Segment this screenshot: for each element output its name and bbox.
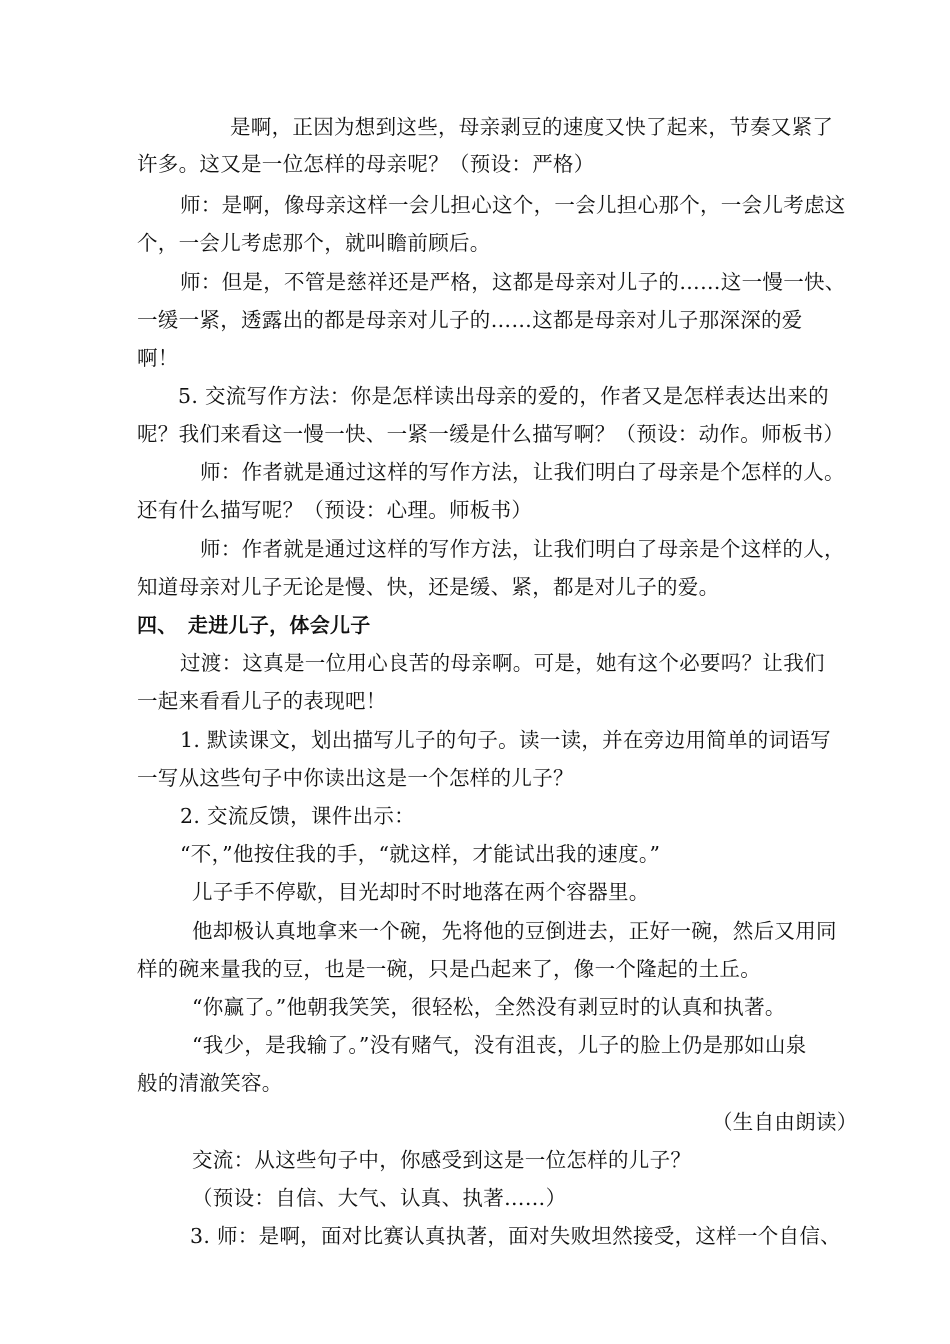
paragraph-line: 3. 师：是啊，面对比赛认真执著，面对失败坦然接受，这样一个自信、 [190,1224,841,1248]
paragraph-line: 5. 交流写作方法：你是怎样读出母亲的爱的，作者又是怎样表达出来的 [178,384,829,408]
quote-line: 样的碗来量我的豆，也是一碗，只是凸起来了，像一个隆起的土丘。 [137,957,761,981]
paragraph-line: 2. 交流反馈，课件出示： [180,804,415,828]
quote-line: “不，”他按住我的手，“就这样，才能试出我的速度。” [180,842,661,866]
paragraph-line: 知道母亲对儿子无论是慢、快，还是缓、紧，都是对儿子的爱。 [137,575,720,599]
paragraph-line: 1. 默读课文，划出描写儿子的句子。读一读，并在旁边用简单的词语写 [180,728,831,752]
paragraph-line: 还有什么描写呢？（预设：心理。师板书） [137,498,533,522]
paragraph-line: 师：作者就是通过这样的写作方法，让我们明白了母亲是个怎样的人。 [200,460,845,484]
paragraph-line: 交流：从这些句子中，你感受到这是一位怎样的儿子？ [192,1148,692,1172]
quote-line: “你赢了。”他朝我笑笑，很轻松，全然没有剥豆时的认真和执著。 [192,995,786,1019]
paragraph-line: 一起来看看儿子的表现吧！ [137,689,387,713]
quote-line: 他却极认真地拿来一个碗，先将他的豆倒进去，正好一碗，然后又用同 [192,919,837,943]
stage-note: （生自由朗读） [712,1110,858,1134]
paragraph-line: 个，一会儿考虑那个，就叫瞻前顾后。 [137,231,491,255]
paragraph-line: 师：作者就是通过这样的写作方法，让我们明白了母亲是个这样的人， [200,537,845,561]
quote-line: 般的清澈笑容。 [137,1071,283,1095]
paragraph-line: 是啊，正因为想到这些，母亲剥豆的速度又快了起来，节奏又紧了 [230,115,834,139]
quote-line: 儿子手不停歇，目光却时不时地落在两个容器里。 [192,880,650,904]
paragraph-line: 许多。这又是一位怎样的母亲呢？（预设：严格） [137,152,595,176]
paragraph-line: （预设：自信、大气、认真、执著……） [192,1186,567,1210]
paragraph-line: 师：是啊，像母亲这样一会儿担心这个，一会儿担心那个，一会儿考虑这 [180,193,846,217]
quote-line: “我少，是我输了。”没有赌气，没有沮丧，儿子的脸上仍是那如山泉 [192,1033,807,1057]
section-heading: 四、 走进儿子，体会儿子 [137,613,371,637]
paragraph-line: 啊！ [137,346,179,370]
paragraph-line: 过渡：这真是一位用心良苦的母亲啊。可是，她有这个必要吗？让我们 [180,651,825,675]
paragraph-line: 一缓一紧，透露出的都是母亲对儿子的……这都是母亲对儿子那深深的爱 [137,308,803,332]
paragraph-line: 师：但是，不管是慈祥还是严格，这都是母亲对儿子的……这一慢一快、 [180,270,846,294]
paragraph-line: 呢？我们来看这一慢一快、一紧一缓是什么描写啊？（预设：动作。师板书） [137,422,845,446]
paragraph-line: 一写从这些句子中你读出这是一个怎样的儿子？ [137,766,574,790]
